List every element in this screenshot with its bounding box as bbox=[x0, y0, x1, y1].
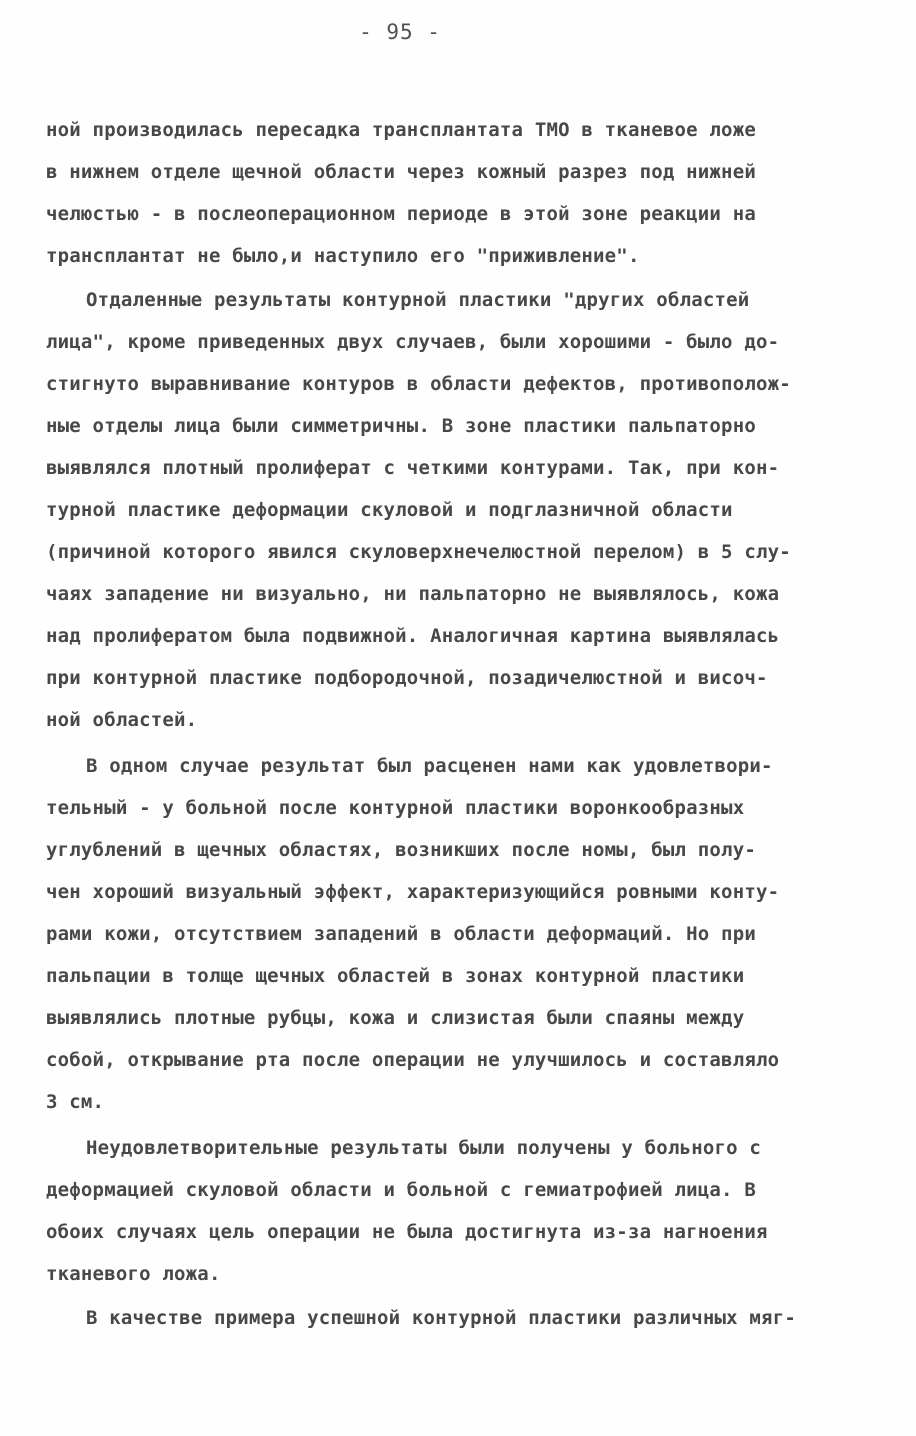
text-line: выявлялся плотный пролиферат с четкими контурами. Так, при кон- bbox=[46, 457, 780, 479]
text-line: челюстью - в послеоперационном периоде в этой зоне реакции на bbox=[46, 203, 756, 225]
text-line: ной областей. bbox=[46, 709, 198, 731]
text-line: чен хороший визуальный эффект, характеризующийся ровными конту- bbox=[46, 881, 780, 903]
text-line: чаях западение ни визуально, ни пальпаторно не выявлялось, кожа bbox=[46, 583, 780, 605]
text-line: турной пластике деформации скуловой и подглазничной области bbox=[46, 499, 733, 521]
text-line: 3 см. bbox=[46, 1091, 105, 1113]
paragraph-first-line: Отдаленные результаты контурной пластики "других областей bbox=[86, 289, 750, 311]
text-line: стигнуто выравнивание контуров в области дефектов, противополож- bbox=[46, 373, 791, 395]
text-line: выявлялись плотные рубцы, кожа и слизистая были спаяны между bbox=[46, 1007, 745, 1029]
paragraph-first-line: Неудовлетворительные результаты были получены у больного с bbox=[86, 1137, 762, 1159]
text-line: рами кожи, отсутствием западений в области деформаций. Но при bbox=[46, 923, 756, 945]
paragraph-first-line: В качестве примера успешной контурной пластики различных мяг- bbox=[86, 1307, 796, 1329]
text-line: ные отделы лица были симметричны. В зоне пластики пальпаторно bbox=[46, 415, 756, 437]
text-line: при контурной пластике подбородочной, позадичелюстной и височ- bbox=[46, 667, 768, 689]
text-line: тельный - у больной после контурной пластики воронкообразных bbox=[46, 797, 745, 819]
page-number: - 95 - bbox=[359, 20, 441, 44]
text-line: (причиной которого явился скуловерхнечелюстной перелом) в 5 слу- bbox=[46, 541, 791, 563]
text-line: углублений в щечных областях, возникших после номы, был полу- bbox=[46, 839, 756, 861]
text-line: собой, открывание рта после операции не улучшилось и составляло bbox=[46, 1049, 780, 1071]
text-line: ной производилась пересадка трансплантата ТМО в тканевое ложе bbox=[46, 119, 756, 141]
text-line: трансплантат не было,и наступило его "приживление". bbox=[46, 245, 640, 267]
text-line: пальпации в толще щечных областей в зонах контурной пластики bbox=[46, 965, 745, 987]
text-line: деформацией скуловой области и больной с гемиатрофией лица. В bbox=[46, 1179, 756, 1201]
text-line: обоих случаях цель операции не была достигнута из-за нагноения bbox=[46, 1221, 768, 1243]
text-line: над пролифератом была подвижной. Аналогичная картина выявлялась bbox=[46, 625, 780, 647]
text-line: тканевого ложа. bbox=[46, 1263, 221, 1285]
text-line: в нижнем отделе щечной области через кожный разрез под нижней bbox=[46, 161, 756, 183]
paragraph-first-line: В одном случае результат был расценен нами как удовлетвори- bbox=[86, 755, 773, 777]
text-line: лица", кроме приведенных двух случаев, были хорошими - было до- bbox=[46, 331, 780, 353]
